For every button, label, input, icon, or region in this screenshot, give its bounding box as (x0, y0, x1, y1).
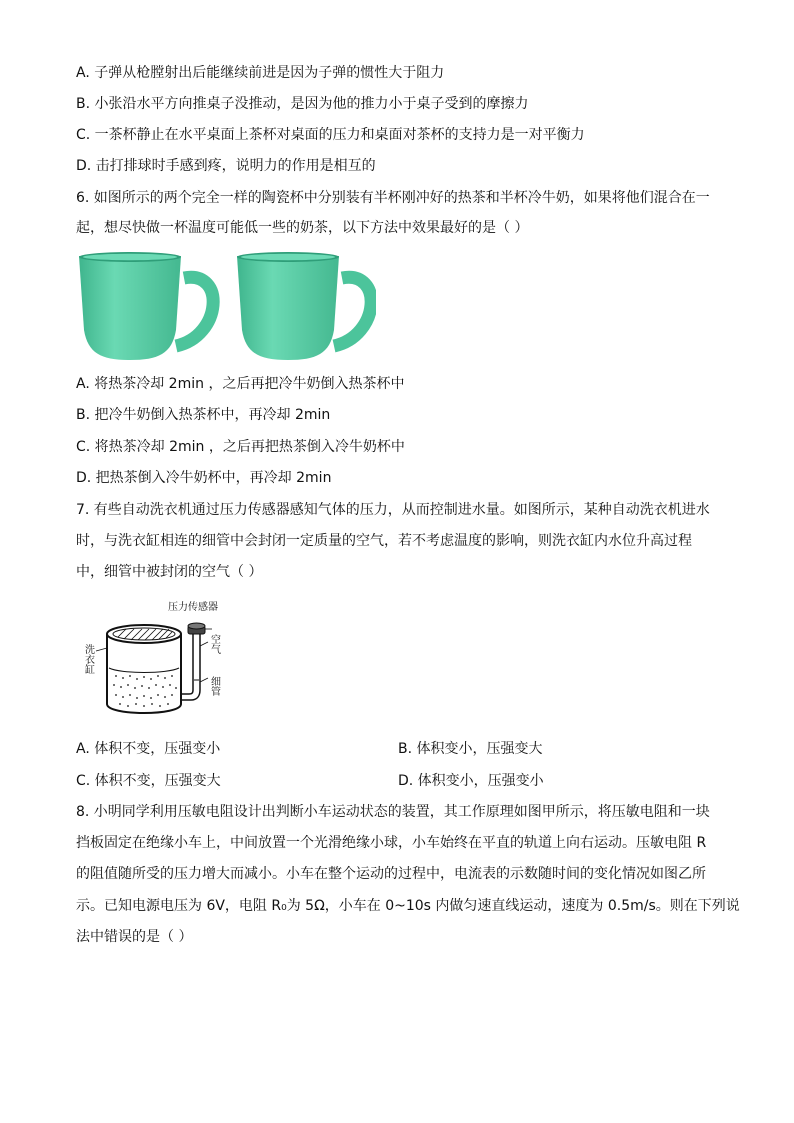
q5-option-a: A. 子弹从枪膛射出后能继续前进是因为子弹的惯性大于阻力 (76, 65, 445, 81)
q6-option-d: D. 把热茶倒入冷牛奶杯中，再冷却 2min (76, 470, 332, 486)
q7-option-a: A. 体积不变，压强变小 (76, 741, 221, 757)
q6-mugs-figure (76, 250, 376, 362)
mug-icon-left (79, 252, 213, 360)
q8-line-4: 示。已知电源电压为 6V，电阻 R₀为 5Ω，小车在 0~10s 内做匀速直线运动，速度为 0.5m/s。则在下列说 (76, 898, 740, 914)
q7-stem-line-2: 时，与洗衣缸相连的细管中会封闭一定质量的空气，若不考虑温度的影响，则洗衣缸内水位升高过程 (76, 533, 692, 549)
q5-option-b: B. 小张沿水平方向推桌子没推动，是因为他的推力小于桌子受到的摩擦力 (76, 96, 529, 112)
q6-option-c: C. 将热茶冷却 2min ，之后再把热茶倒入冷牛奶杯中 (76, 439, 405, 455)
q7-stem-line-1: 7. 有些自动洗衣机通过压力传感器感知气体的压力，从而控制进水量。如图所示，某种自动洗衣机进水 (76, 502, 710, 518)
q6-option-b: B. 把冷牛奶倒入热茶杯中，再冷却 2min (76, 407, 331, 423)
label-air: 空气 (208, 634, 220, 654)
q6-stem-line-1: 6. 如图所示的两个完全一样的陶瓷杯中分别装有半杯刚冲好的热茶和半杯冷牛奶，如果将他们混合在一 (76, 190, 710, 206)
mug-icon-right (237, 252, 371, 360)
q6-option-a: A. 将热茶冷却 2min ，之后再把冷牛奶倒入热茶杯中 (76, 376, 405, 392)
label-thin-tube: 细管 (208, 676, 220, 696)
q8-line-2: 挡板固定在绝缘小车上，中间放置一个光滑绝缘小球，小车始终在平直的轨道上向右运动。压敏电阻 R (76, 835, 707, 851)
q8-line-1: 8. 小明同学利用压敏电阻设计出判断小车运动状态的装置，其工作原理如图甲所示，将压敏电阻和一块 (76, 804, 710, 820)
q7-option-b: B. 体积变小，压强变大 (398, 741, 543, 757)
label-pressure-sensor: 压力传感器 (168, 602, 218, 613)
q7-stem-line-3: 中，细管中被封闭的空气（ ） (76, 564, 263, 580)
q7-option-c: C. 体积不变，压强变大 (76, 773, 221, 789)
q7-option-d: D. 体积变小，压强变小 (398, 773, 544, 789)
q8-line-5: 法中错误的是（ ） (76, 929, 193, 945)
q5-option-d: D. 击打排球时手感到疼，说明力的作用是相互的 (76, 158, 376, 174)
q5-option-c: C. 一茶杯静止在水平桌面上茶杯对桌面的压力和桌面对茶杯的支持力是一对平衡力 (76, 127, 585, 143)
label-tub: 洗衣缸 (82, 644, 94, 674)
washing-machine-diagram (76, 596, 236, 718)
q8-line-3: 的阻值随所受的压力增大而减小。小车在整个运动的过程中，电流表的示数随时间的变化情况如图乙所 (76, 866, 706, 882)
q6-stem-line-2: 起，想尽快做一杯温度可能低一些的奶茶，以下方法中效果最好的是（ ） (76, 220, 529, 236)
